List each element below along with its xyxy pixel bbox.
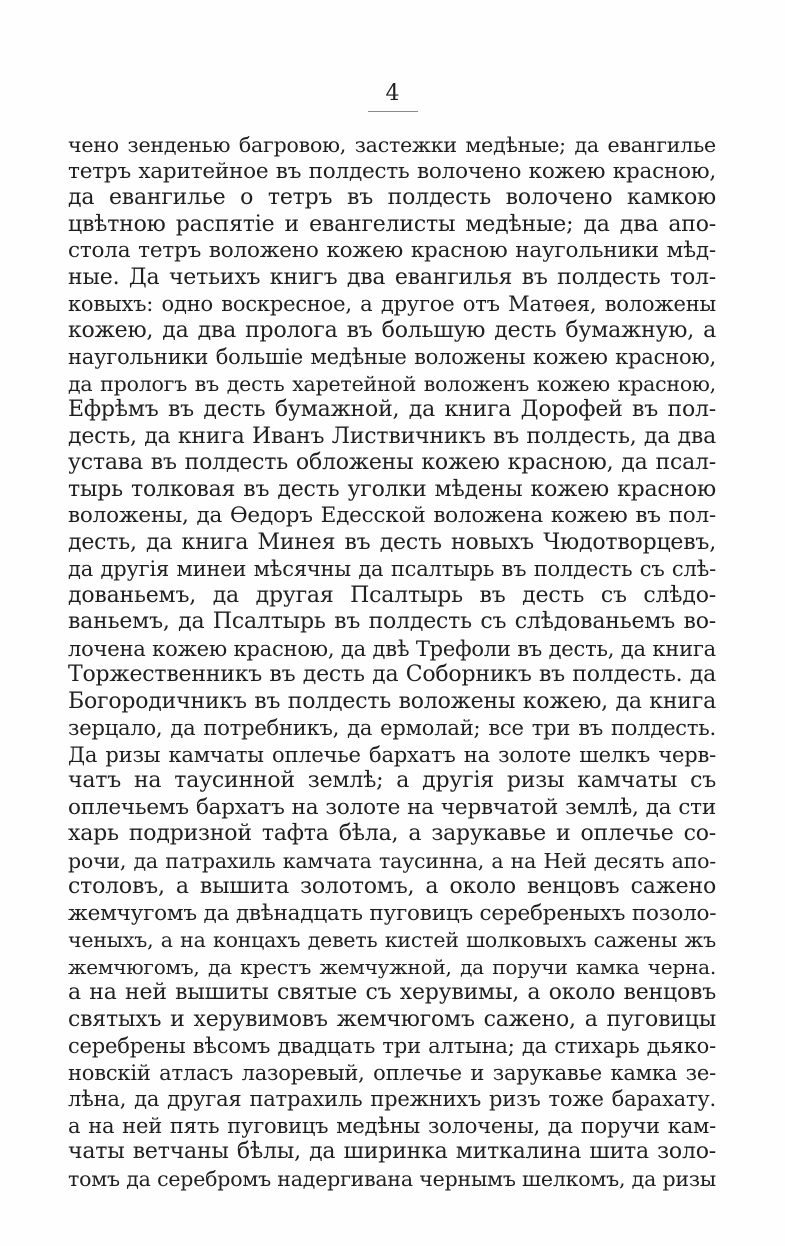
text-line: устава въ полдесть обложены кожею красною, да псал- xyxy=(68,450,716,475)
text-line: да прологъ въ десть харетейной воложенъ кожею красною, xyxy=(68,371,716,396)
text-line: да другія минеи мѣсячны да псалтырь въ полдесть съ слѣ- xyxy=(68,557,716,581)
text-line: томъ да серебромъ надергивана чернымъ шелкомъ, да ризы xyxy=(68,1166,716,1191)
text-line: ные. Да четьихъ книгъ два евангилья въ полдесть тол- xyxy=(68,264,716,290)
text-line: стола тетръ воложено кожею красною наугольники мѣд- xyxy=(68,238,716,263)
text-line: а на ней пять пуговицъ медѣны золочены, да поручи кам- xyxy=(68,1113,716,1138)
text-line: тетръ харитейное въ полдесть волочено кожею красною, xyxy=(68,158,716,184)
text-line: святыхъ и херувимовъ жемчюгомъ сажено, а пуговицы xyxy=(68,1006,716,1032)
text-line: новскій атласъ лазоревый, оплечье и зарукавье камка зе- xyxy=(68,1060,716,1085)
text-line: Богородичникъ въ полдесть воложены кожею, да книга xyxy=(68,688,716,714)
text-line: десть, да книга Минея въ десть новыхъ Чюдотворцевъ, xyxy=(68,529,716,555)
text-line: зерцало, да потребникъ, да ермолай; все три въ полдесть. xyxy=(68,716,716,740)
text-line: наугольники большіе медѣные воложены кожею красною, xyxy=(68,345,716,369)
text-line: ковыхъ: одно воскресное, а другое отъ Матѳея, воложены xyxy=(68,292,716,316)
text-line: ченыхъ, а на концахъ деветь кистей шолковыхъ сажены жъ xyxy=(68,928,716,952)
text-line: Торжественникъ въ десть да Соборникъ въ полдесть. да xyxy=(68,662,716,687)
page-number-rule xyxy=(368,111,418,112)
text-line: десть, да книга Иванъ Листвичникъ въ полдесть, да два xyxy=(68,423,716,449)
page-number: 4 xyxy=(385,81,400,106)
text-line: воложены, да Ѳедоръ Едесской воложена кожею въ пол- xyxy=(68,503,716,528)
text-line: рочи, да патрахиль камчата таусинна, а на Ней десять апо- xyxy=(68,848,716,873)
text-line: чаты ветчаны бѣлы, да ширинка миткалина шита золо- xyxy=(68,1139,716,1164)
text-line: Ефрѣмъ въ десть бумажной, да книга Дорофей въ пол- xyxy=(68,397,716,422)
text-line: цвѣтною распятіе и евангелисты медѣные; да два апо- xyxy=(68,211,716,237)
text-line: серебрены вѣсомъ двадцать три алтына; да стихарь дьяко- xyxy=(68,1034,716,1058)
text-line: оплечьемъ бархатъ на золоте на червчатой землѣ, да сти xyxy=(68,794,716,820)
text-line: лочена кожею красною, да двѣ Трефоли въ десть, да книга xyxy=(68,636,716,661)
body-text xyxy=(68,132,716,1192)
text-line: а на ней вышиты святые съ херувимы, а около венцовъ xyxy=(68,980,716,1005)
text-line: жемчугомъ да двѣнадцать пуговицъ серебреныхъ позоло- xyxy=(68,900,716,926)
text-line: жемчюгомъ, да крестъ жемчужной, да поручи камка черна. xyxy=(68,954,716,979)
text-line: Да ризы камчаты оплечье бархатъ на золоте шелкъ черв- xyxy=(68,742,716,767)
text-line: чатъ на таусинной землѣ; а другія ризы камчаты съ xyxy=(68,768,716,793)
text-line: да евангилье о тетръ въ полдесть волочено камкою xyxy=(68,185,716,210)
text-line: столовъ, а вышита золотомъ, а около венцовъ сажено xyxy=(68,874,716,899)
text-line: тырь толковая въ десть уголки мѣдены кожею красною xyxy=(68,476,716,502)
text-line: чено зенденью багровою, застежки медѣные; да евангилье xyxy=(68,133,716,157)
text-line: харь подризной тафта бѣла, а зарукавье и оплечье со- xyxy=(68,821,716,846)
text-line: ваньемъ, да Псалтырь въ полдесть съ слѣдованьемъ во- xyxy=(68,609,716,634)
text-line: кожею, да два пролога въ большую десть бумажную, а xyxy=(68,317,716,343)
text-line: дованьемъ, да другая Псалтырь въ десть съ слѣдо- xyxy=(68,582,716,608)
text-line: лѣна, да другая патрахиль прежнихъ ризъ тоже барахату. xyxy=(68,1087,716,1111)
